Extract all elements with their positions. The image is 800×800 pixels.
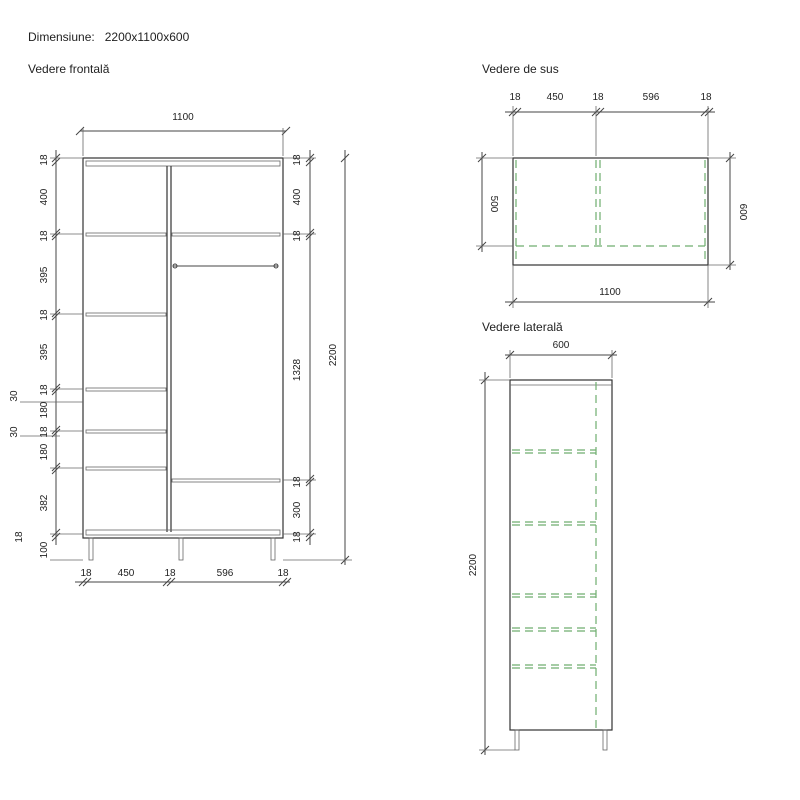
front-bottom-dim-label: 18	[277, 568, 289, 579]
dimension-value: 2200x1100x600	[104, 30, 190, 44]
front-left-dim-label: 400	[39, 188, 50, 206]
front-left-outer-label: 30	[9, 390, 20, 402]
side-depth-label: 600	[552, 340, 570, 351]
front-right-dim-label: 18	[292, 531, 303, 543]
front-bottom-dim-label: 450	[117, 568, 135, 579]
front-base-panel	[86, 530, 280, 535]
front-top-panel	[86, 161, 280, 166]
top-dim-label: 18	[509, 92, 521, 103]
front-right-dim-label: 18	[292, 476, 303, 488]
front-leg	[89, 538, 93, 560]
front-right-dim-label: 18	[292, 230, 303, 242]
front-bottom-dim-label: 18	[164, 568, 176, 579]
side-cabinet-outline	[510, 380, 612, 730]
front-width-label: 1100	[172, 112, 194, 123]
top-view-title: Vedere de sus	[482, 62, 559, 76]
top-dim-label: 18	[700, 92, 712, 103]
front-right-dim-label: 400	[292, 188, 303, 206]
front-left-shelf	[86, 388, 166, 391]
front-right-dim-label: 300	[292, 501, 303, 519]
front-left-dim-label: 382	[39, 494, 50, 512]
front-left-shelf	[86, 467, 166, 470]
top-dim-label: 18	[592, 92, 604, 103]
front-left-dim-label: 18	[39, 154, 50, 166]
side-leg	[515, 730, 519, 750]
top-depth-outer-label: 600	[737, 203, 748, 221]
front-left-shelf	[86, 313, 166, 316]
top-cabinet-outline	[513, 158, 708, 265]
top-dim-label: 596	[642, 92, 660, 103]
side-view	[468, 340, 617, 755]
front-bottom-dim-label: 596	[216, 568, 234, 579]
front-right-dim-label: 1328	[292, 358, 303, 382]
front-left-dim-label: 100	[39, 541, 50, 559]
front-left-shelf	[86, 430, 166, 433]
top-dim-label: 450	[546, 92, 564, 103]
top-width-label: 1100	[599, 287, 621, 298]
top-view	[476, 92, 748, 308]
side-view-title: Vedere laterală	[482, 320, 563, 334]
front-leg	[179, 538, 183, 560]
top-depth-inner-label: 500	[488, 195, 499, 213]
front-left-dim-label: 395	[39, 266, 50, 284]
front-left-dim-label: 18	[39, 426, 50, 438]
front-total-height-label: 2200	[328, 343, 339, 367]
front-left-dim-label: 18	[39, 384, 50, 396]
front-cabinet-outline	[83, 158, 283, 538]
front-right-shelf	[172, 233, 280, 236]
front-bottom-dim-label: 18	[80, 568, 92, 579]
front-left-dim-label: 180	[39, 443, 50, 461]
front-leg	[271, 538, 275, 560]
front-right-shelf	[172, 479, 280, 482]
front-view-title: Vedere frontală	[28, 62, 110, 76]
front-left-dim-label: 18	[39, 309, 50, 321]
side-leg	[603, 730, 607, 750]
front-left-dim-label: 18	[14, 531, 25, 543]
front-left-dim-label: 18	[39, 230, 50, 242]
front-right-dim-label: 18	[292, 154, 303, 166]
side-height-label: 2200	[468, 553, 479, 577]
front-view	[9, 112, 352, 586]
front-left-dim-label: 180	[39, 401, 50, 419]
dimension-label-text: Dimensiune:	[28, 30, 95, 44]
front-left-dim-label: 395	[39, 343, 50, 361]
front-left-outer-label: 30	[9, 426, 20, 438]
front-left-shelf	[86, 233, 166, 236]
